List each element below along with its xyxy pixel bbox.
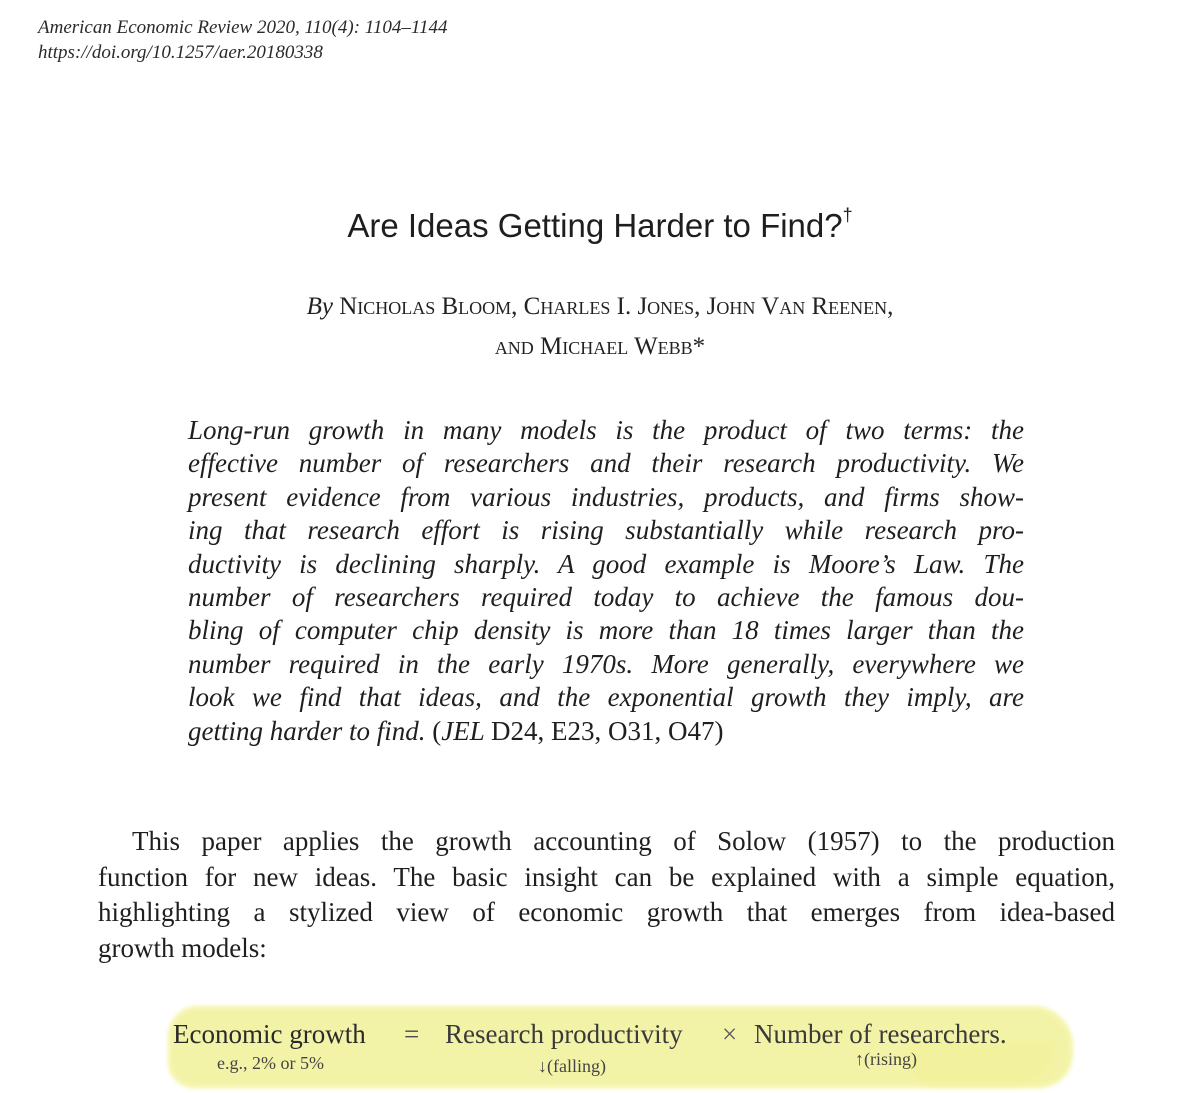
body-line: growth models: bbox=[98, 932, 267, 963]
equation-times-sign: × bbox=[722, 1019, 738, 1049]
author-list-line-1 bbox=[0, 293, 1200, 321]
annotation-falling: ↓(falling) bbox=[538, 1056, 606, 1076]
abstract-line: bling of computer chip density is more than 18 times larger than the bbox=[188, 615, 1024, 646]
equation-number-of-researchers: Number of researchers. bbox=[754, 1019, 1007, 1049]
intro-paragraph bbox=[98, 824, 1115, 966]
body-line: function for new ideas. The basic insight can be explained with a simple equation, bbox=[98, 861, 1115, 892]
author-names-1: Nicholas Bloom, Charles I. Jones, John Van Reenen, bbox=[339, 293, 894, 320]
paper-title bbox=[0, 207, 1200, 245]
equation-equals-sign: = bbox=[404, 1019, 420, 1049]
equation-economic-growth: Economic growth bbox=[173, 1019, 366, 1049]
jel-open-paren: ( bbox=[432, 715, 442, 746]
abstract-line: present evidence from various industries, products, and firms show- bbox=[188, 481, 1024, 512]
annotation-rising: ↑(rising) bbox=[855, 1049, 917, 1069]
abstract-last-line bbox=[188, 715, 1024, 748]
abstract-line: Long-run growth in many models is the product of two terms: the bbox=[188, 415, 1024, 445]
by-label: By bbox=[306, 293, 333, 320]
author-list-line-2: and Michael Webb* bbox=[494, 333, 706, 360]
equation-research-productivity: Research productivity bbox=[445, 1019, 683, 1049]
abstract-line: getting harder to find. bbox=[188, 715, 426, 746]
jel-codes: D24, E23, O31, O47) bbox=[491, 715, 724, 746]
journal-citation: American Economic Review 2020, 110(4): 1104–1144 bbox=[38, 17, 448, 38]
paper-title-text: Are Ideas Getting Harder to Find? bbox=[347, 207, 843, 244]
doi-link[interactable]: https://doi.org/10.1257/aer.20180338 bbox=[38, 42, 323, 63]
jel-label: JEL bbox=[441, 715, 485, 746]
abstract-line: look we find that ideas, and the exponential growth they imply, are bbox=[188, 682, 1024, 713]
body-line: highlighting a stylized view of economic growth that emerges from idea-based bbox=[98, 897, 1115, 927]
abstract-line: number of researchers required today to achieve the famous dou- bbox=[188, 582, 1024, 613]
abstract-line: effective number of researchers and their research productivity. We bbox=[188, 448, 1024, 479]
title-footnote-mark[interactable]: † bbox=[842, 205, 853, 225]
abstract-line: ing that research effort is rising substantially while research pro- bbox=[188, 515, 1024, 546]
abstract-line: number required in the early 1970s. More generally, everywhere we bbox=[188, 648, 1024, 679]
body-line: This paper applies the growth accounting of Solow (1957) to the production bbox=[132, 826, 1115, 856]
abstract bbox=[188, 414, 1024, 748]
annotation-growth-example: e.g., 2% or 5% bbox=[217, 1053, 324, 1073]
abstract-line: ductivity is declining sharply. A good example is Moore’s Law. The bbox=[188, 548, 1024, 579]
